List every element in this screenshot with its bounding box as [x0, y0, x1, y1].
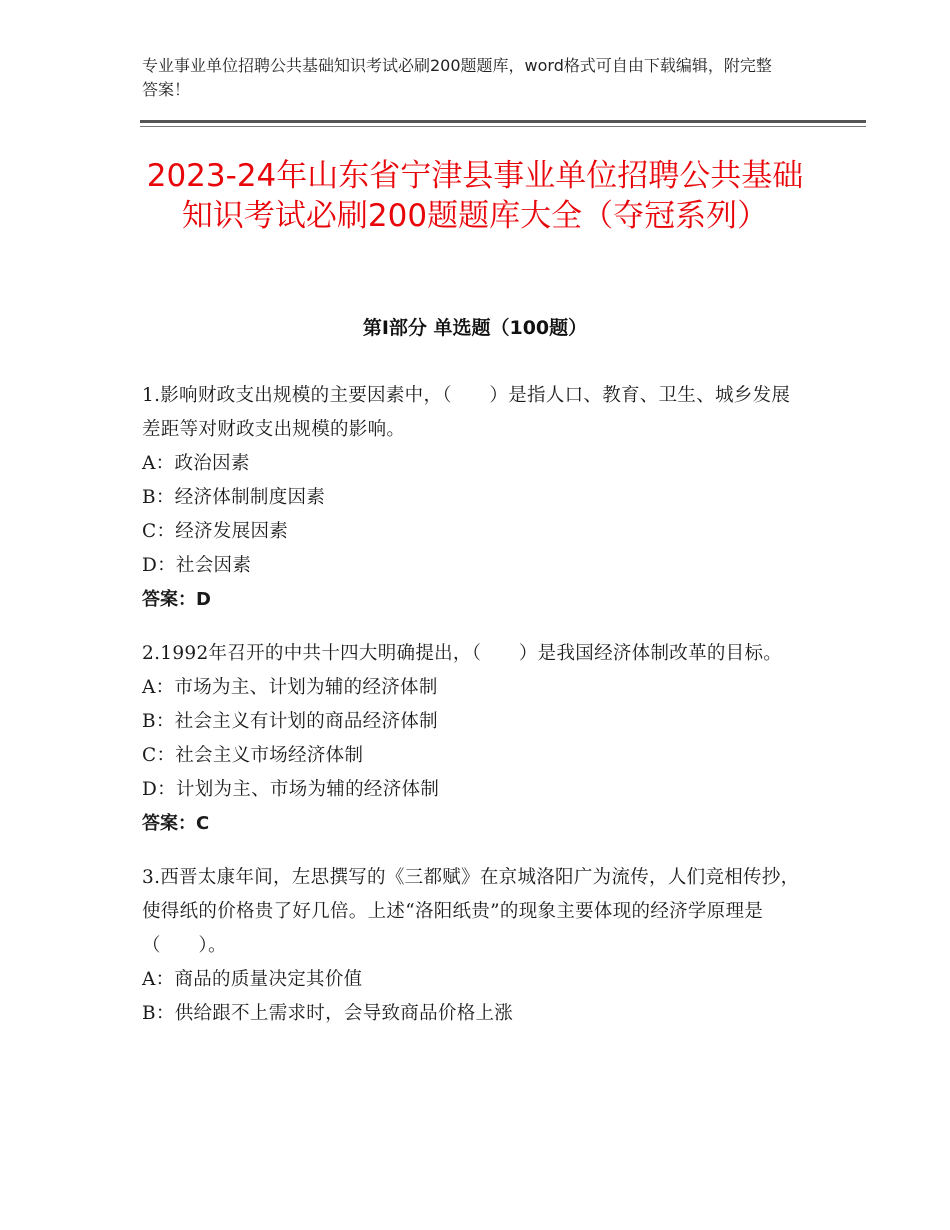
- question-2: [142, 637, 806, 841]
- question-3: [142, 861, 806, 1031]
- question-stem: 1.影响财政支出规模的主要因素中，（ ）是指人口、教育、卫生、城乡发展差距等对财政支出规模的影响。: [142, 385, 791, 440]
- option-a: A：政治因素: [142, 453, 250, 474]
- option-c: C：经济发展因素: [142, 521, 289, 542]
- option-b: B：社会主义有计划的商品经济体制: [142, 711, 438, 732]
- option-d: D：计划为主、市场为辅的经济体制: [142, 779, 440, 800]
- document-title: 2023-24年山东省宁津县事业单位招聘公共基础知识考试必刷200题题库大全（夺冠系列）: [146, 158, 804, 234]
- option-b: B：经济体制制度因素: [142, 487, 326, 508]
- answer: 答案：D: [142, 589, 211, 610]
- question-1: [142, 379, 806, 617]
- option-a: A：商品的质量决定其价值: [142, 969, 363, 990]
- option-a: A：市场为主、计划为辅的经济体制: [142, 677, 438, 698]
- section-title: 第Ⅰ部分 单选题（100题）: [362, 317, 588, 339]
- header-note: 专业事业单位招聘公共基础知识考试必刷200题题库，word格式可自由下载编辑，附完整答案！: [142, 56, 772, 99]
- answer: 答案：C: [142, 813, 210, 834]
- option-d: D：社会因素: [142, 555, 252, 576]
- option-c: C：社会主义市场经济体制: [142, 745, 364, 766]
- option-b: B：供给跟不上需求时，会导致商品价格上涨: [142, 1003, 514, 1024]
- question-stem: 2.1992年召开的中共十四大明确提出，（ ）是我国经济体制改革的目标。: [142, 643, 783, 664]
- question-list: [142, 379, 806, 1051]
- header-divider-thin: [140, 126, 866, 127]
- header-divider: [140, 120, 866, 123]
- question-stem: 3.西晋太康年间，左思撰写的《三都赋》在京城洛阳广为流传，人们竞相传抄，使得纸的价格贵了好几倍。上述“洛阳纸贵”的现象主要体现的经济学原理是（ ）。: [142, 867, 800, 956]
